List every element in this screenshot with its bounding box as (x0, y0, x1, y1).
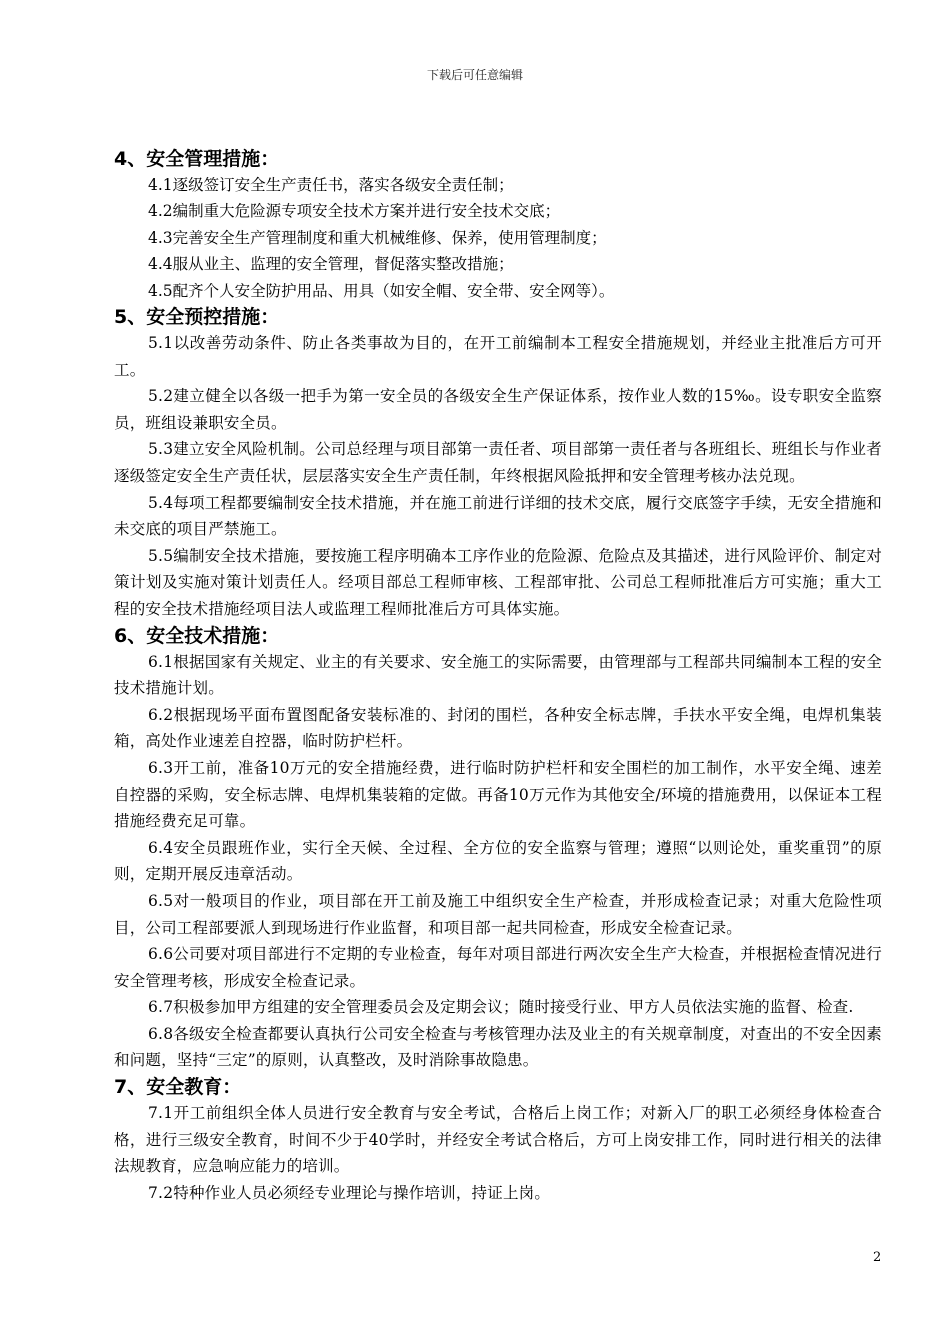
section-item: 4.2编制重大危险源专项安全技术方案并进行安全技术交底； (148, 202, 561, 221)
section-item: 4.3完善安全生产管理制度和重大机械维修、保养，使用管理制度； (148, 228, 607, 247)
section-heading: 5、安全预控措施： (114, 306, 280, 329)
section-paragraph: 7.1开工前组织全体人员进行安全教育与安全考试，合格后上岗工作；对新入厂的职工必须经身体检查合格，进行三级安全教育，时间不少于40学时，并经安全考试合格后，方可上岗安排工作，同时进行相关的法律法规教育，应急响应能力的培训。 (114, 1104, 882, 1176)
section-paragraph: 6.3开工前，准备10万元的安全措施经费，进行临时防护栏杆和安全围栏的加工制作，水平安全绳、速差自控器的采购，安全标志牌、电焊机集装箱的定做。再备10万元作为其他安全/环境的措施费用，以保证本工程措施经费充足可靠。 (114, 758, 882, 831)
section-paragraph: 6.6公司要对项目部进行不定期的专业检查，每年对项目部进行两次安全生产大检查，并根据检查情况进行安全管理考核，形成安全检查记录。 (114, 945, 882, 990)
section-paragraph: 5.3建立安全风险机制。公司总经理与项目部第一责任者、项目部第一责任者与各班组长、班组长与作业者逐级签定安全生产责任状，层层落实安全生产责任制，年终根据风险抵押和安全管理考核办法兑现。 (114, 440, 882, 485)
page-header: 下载后可任意编辑 (426, 68, 523, 82)
section-technical-measures (114, 623, 882, 1075)
page-number: 2 (873, 1250, 882, 1265)
section-paragraph: 6.2根据现场平面布置图配备安装标准的、封闭的围栏，各种安全标志牌，手扶水平安全绳，电焊机集装箱，高处作业速差自控器，临时防护栏杆。 (114, 705, 882, 751)
section-paragraph: 5.5编制安全技术措施，要按施工程序明确本工序作业的危险源、危险点及其描述，进行风险评价、制定对策计划及实施对策计划责任人。经项目部总工程师审核、工程部审批、公司总工程师批准后方可实施；重大工程的安全技术措施经项目法人或监理工程师批准后方可具体实施。 (114, 546, 882, 618)
section-item: 4.4服从业主、监理的安全管理，督促落实整改措施； (148, 255, 514, 274)
section-paragraph: 7.2特种作业人员必须经专业理论与操作培训，持证上岗。 (148, 1183, 551, 1202)
section-paragraph: 5.1以改善劳动条件、防止各类事故为目的，在开工前编制本工程安全措施规划，并经业主批准后方可开工。 (114, 334, 882, 379)
section-item: 4.1逐级签订安全生产责任书，落实各级安全责任制； (148, 176, 514, 194)
section-item: 4.5配齐个人安全防护用品、用具（如安全帽、安全带、安全网等）。 (148, 281, 615, 300)
document-body (114, 146, 882, 1206)
section-paragraph: 6.7积极参加甲方组建的安全管理委员会及定期会议；随时接受行业、甲方人员依法实施的监督、检查. (148, 998, 854, 1017)
section-heading: 7、安全教育： (114, 1076, 242, 1099)
section-paragraph: 6.1根据国家有关规定、业主的有关要求、安全施工的实际需要，由管理部与工程部共同编制本工程的安全技术措施计划。 (114, 652, 882, 698)
section-paragraph: 6.5对一般项目的作业，项目部在开工前及施工中组织安全生产检查，并形成检查记录；对重大危险性项目，公司工程部要派人到现场进行作业监督，和项目部一起共同检查，形成安全检查记录。 (114, 891, 882, 937)
section-paragraph: 5.4每项工程都要编制安全技术措施，并在施工前进行详细的技术交底，履行交底签字手续，无安全措施和未交底的项目严禁施工。 (114, 493, 882, 539)
section-paragraph: 5.2建立健全以各级一把手为第一安全员的各级安全生产保证体系，按作业人数的15‰。设专职安全监察员，班组设兼职安全员。 (114, 387, 882, 432)
section-heading: 4、安全管理措施： (114, 148, 280, 170)
section-paragraph: 6.8各级安全检查都要认真执行公司安全检查与考核管理办法及业主的有关规章制度，对查出的不安全因素和问题，坚持“三定”的原则，认真整改，及时消除事故隐患。 (114, 1024, 882, 1070)
section-management-measures (114, 146, 882, 304)
section-precontrol-measures (114, 304, 882, 623)
section-heading: 6、安全技术措施： (114, 624, 280, 647)
section-paragraph: 6.4安全员跟班作业，实行全天候、全过程、全方位的安全监察与管理；遵照“以则论处，重奖重罚”的原则，定期开展反违章活动。 (114, 838, 882, 884)
section-safety-education (114, 1074, 882, 1206)
